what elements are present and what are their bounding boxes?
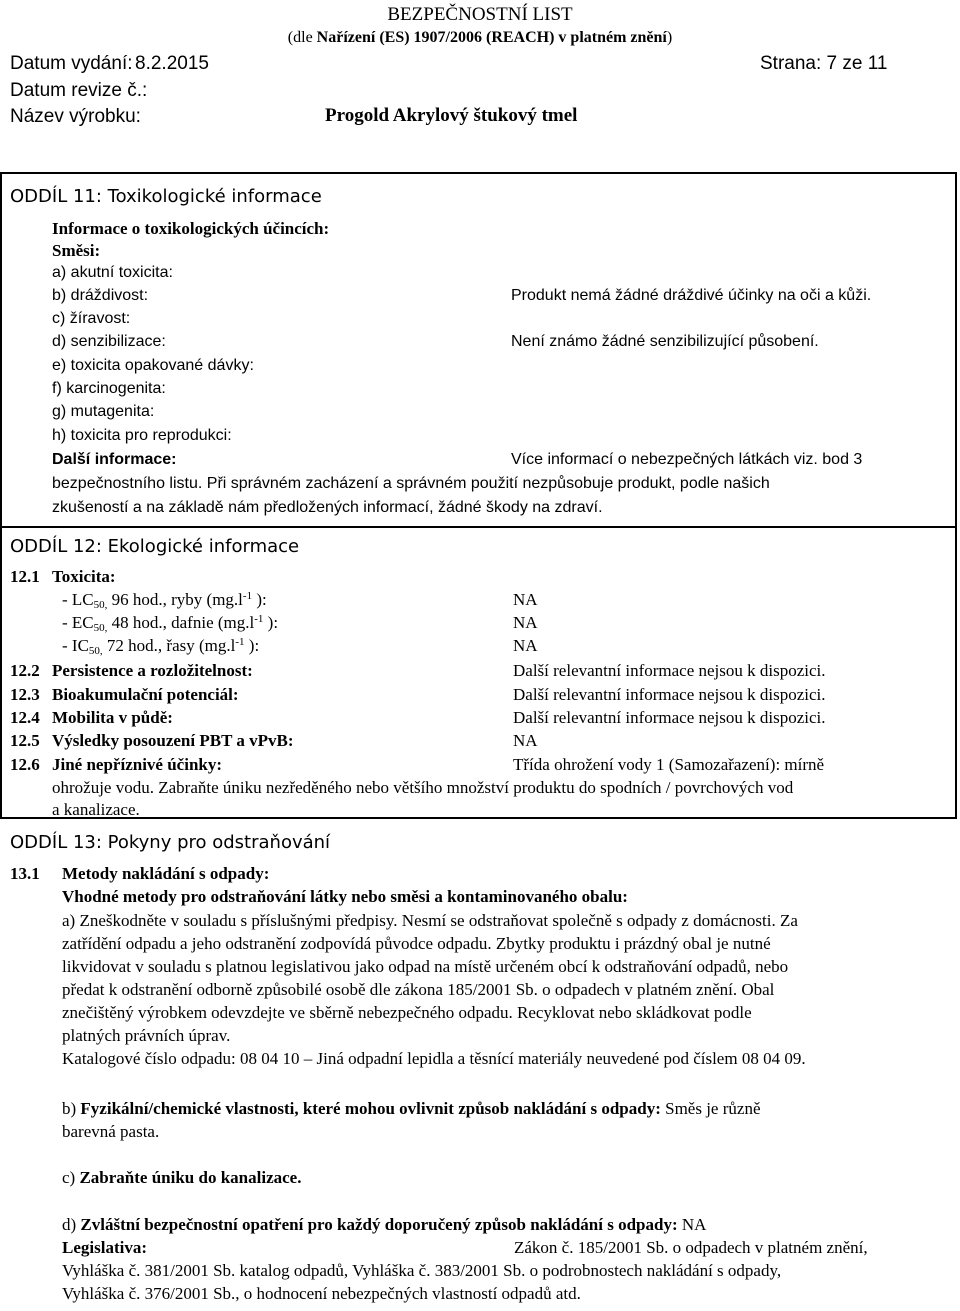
lc50-label: - $LC_{50,}$ 96 hod., ryby ($mg.l^{-1}$ ): [62,590,267,611]
ec50-label: - $EC_{50,}$ 48 hod., dafnie ($mg.l^{-1}$ ): [62,613,279,634]
section-number: 12.5 [10,731,40,750]
legislation-line: Vyhláška č. 376/2001 Sb., o hodnocení nebezpečných vlastností odpadů atd. [62,1284,581,1303]
ic50-label: - $IC_{50,}$ 72 hod., řasy ($mg.l^{-1}$ ): [62,636,260,657]
disposal-a-line: zatřídění odpadu a jeho odstranění zodpovídá původce odpadu. Zbytky produktu i prázdný obal je nutné [62,934,771,953]
persistence-label: Persistence a rozložitelnost: [52,661,253,680]
section-number: 12.6 [10,755,40,774]
other-effects-line: ohrožuje vodu. Zabraňte úniku nezředěného nebo většího množství produktu do spodních / povrchových vod [52,778,794,797]
legislation-line: Vyhláška č. 381/2001 Sb. katalog odpadů, Vyhláška č. 383/2001 Sb. o podrobnostech nakládání s odpady, [62,1261,782,1280]
subtitle-prefix: (dle [287,29,317,46]
corrosivity-label: c) žíravost: [52,310,131,327]
pbt-value: NA [513,731,538,750]
section-number: 12.4 [10,708,40,727]
disposal-methods-heading: Vhodné metody pro odstraňování látky nebo směsi a kontaminovaného obalu: [62,887,628,906]
disposal-a-line: a) Zneškodněte v souladu s příslušnými předpisy. Nesmí se odstraňovat společně s odpady z domácnosti. Za [62,911,798,930]
disposal-d-line: d) Zvláštní bezpečnostní opatření pro každý doporučený způsob nakládání s odpady: NA [62,1215,707,1234]
further-info-value: Více informací o nebezpečných látkách viz. bod 3 [511,451,863,468]
waste-catalog-number: Katalogové číslo odpadu: 08 04 10 – Jiná odpadní lepidla a těsnící materiály neuvedené pod číslem 08 04 09. [62,1049,806,1068]
waste-methods-heading: Metody nakládání s odpady: [62,864,270,883]
irritation-value: Produkt nemá žádné dráždivé účinky na oči a kůži. [511,287,872,304]
sensitization-label: d) senzibilizace: [52,333,166,350]
mobility-value: Další relevantní informace nejsou k dispozici. [513,708,826,727]
toxicological-info-heading: Informace o toxikologických účincích: [52,219,330,238]
bioaccumulation-value: Další relevantní informace nejsou k dispozici. [513,685,826,704]
bioaccumulation-label: Bioakumulační potenciál: [52,685,239,704]
disposal-a-line: předat k odstranění odborně způsobilé osobě dle zákona 185/2001 Sb. o odpadech v platném znění. Obal [62,980,775,999]
toxicity-heading: Toxicita: [52,567,116,586]
disposal-b-line: b) Fyzikální/chemické vlastnosti, které mohou ovlivnit způsob nakládání s odpady: Směs je různě [62,1099,761,1118]
section-divider [0,817,955,819]
product-name-label: Název výrobku: [10,106,141,127]
section-number: 12.3 [10,685,40,704]
further-info-line: zkušeností a na základě nám předložených informací, žádné škody na zdraví. [52,499,603,516]
lc50-value: NA [513,590,538,609]
mobility-label: Mobilita v půdě: [52,708,173,727]
further-info-line: bezpečnostního listu. Při správném zacházení a správném použití nezpůsobuje produkt, podle našich [52,475,770,492]
ec50-value: NA [513,613,538,632]
pbt-label: Výsledky posouzení PBT a vPvB: [52,731,294,750]
mutagenicity-label: g) mutagenita: [52,403,155,420]
section-number: 13.1 [10,864,40,883]
other-effects-label: Jiné nepříznivé účinky: [52,755,223,774]
other-effects-line: a kanalizace. [52,800,140,819]
sensitization-value: Není známo žádné senzibilizující působení. [511,333,819,350]
disposal-a-line: znečištěný výrobkem odevzdejte ve sběrně nebezpečného odpadu. Recyklovat nebo skládkovat podle [62,1003,752,1022]
acute-toxicity-label: a) akutní toxicita: [52,264,173,281]
regulation-reference: Nařízení (ES) 1907/2006 (REACH) v platném znění [316,29,667,46]
section-number: 12.1 [10,567,40,586]
section-divider [0,526,955,528]
document-title: BEZPEČNOSTNÍ LIST [387,4,573,25]
section-11-title: ODDÍL 11: Toxikologické informace [10,186,322,207]
other-effects-value: Třída ohrožení vody 1 (Samozařazení): mírně [513,755,825,774]
reproductive-toxicity-label: h) toxicita pro reprodukci: [52,427,232,444]
revision-date-label: Datum revize č.: [10,80,148,101]
section-13-title: ODDÍL 13: Pokyny pro odstraňování [10,832,331,853]
disposal-b-line: barevná pasta. [62,1122,160,1141]
mixtures-heading: Směsi: [52,241,101,260]
disposal-a-line: platných právních úprav. [62,1026,231,1045]
persistence-value: Další relevantní informace nejsou k dispozici. [513,661,826,680]
issue-date-value: 8.2.2015 [135,53,209,74]
product-name: Progold Akrylový štukový tmel [325,105,578,126]
irritation-label: b) dráždivost: [52,287,149,304]
carcinogenicity-label: f) karcinogenita: [52,380,166,397]
disposal-a-line: likvidovat v souladu s platnou legislativou jako odpad na místě určeném obcí k odstraňování odpadů, nebo [62,957,789,976]
page-number: Strana: 7 ze 11 [760,53,888,74]
disposal-c-line: c) Zabraňte úniku do kanalizace. [62,1168,302,1187]
legislation-label: Legislativa: [62,1238,147,1257]
ic50-value: NA [513,636,538,655]
legislation-value: Zákon č. 185/2001 Sb. o odpadech v platném znění, [514,1238,868,1257]
issue-date-label: Datum vydání: [10,53,133,74]
section-12-title: ODDÍL 12: Ekologické informace [10,536,300,557]
further-info-label: Další informace: [52,451,177,468]
repeated-dose-toxicity-label: e) toxicita opakované dávky: [52,357,254,374]
subtitle-suffix: ) [666,29,673,46]
section-number: 12.2 [10,661,40,680]
document-subtitle [0,26,960,49]
